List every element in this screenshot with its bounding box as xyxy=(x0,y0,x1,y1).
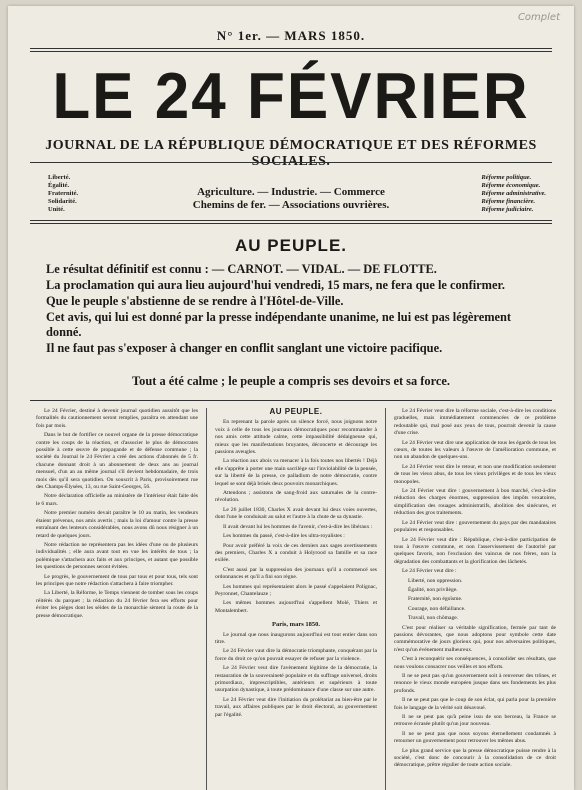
proclamation-line: Cet avis, qui lui est donné par la presse indépendante unanime, ne lui est pas légèrement donné. xyxy=(46,310,512,339)
paragraph: Le 26 juillet 1830, Charles X avait devant lui deux voies ouvertes, dont l'une le conduisait au salut et l'autre à la chute de sa dynastie. xyxy=(215,506,377,521)
paragraph: Notre déclaration officielle au ministère de l'intérieur était faite dès le 6 mars. xyxy=(36,493,198,507)
paragraph: Pour avoir préféré la voix de ces derniers aux sages avertissements des premiers, Charles X a conduit à Holyrood sa famille et sa race exilée. xyxy=(215,542,377,564)
paragraph: La réaction aux abois va menacer à la fois toutes nos libertés ! Déjà elle s'apprête à porter une main sacrilège sur l'inviolabilité de la pensée, sur la liberté de la presse, ce palladium de notre démocratie, contre lequel se sont déjà brisés deux pouvoirs monarchiques. xyxy=(215,458,377,487)
list-item: Égalité, non privilège. xyxy=(408,586,458,593)
paragraph: Le plus grand service que la presse démocratique puisse rendre à la société, c'est donc de concourir à la consolidation de ce droit démocratique, prêtre régulier de toute action sociale. xyxy=(394,747,556,769)
column-divider xyxy=(385,408,386,790)
paragraph: Le 24 Février, destiné à devenir journal quotidien aussitôt que les formalités du cautionnement seront remplies, paraîtra en attendant une fois par mois. xyxy=(36,408,198,429)
article-columns xyxy=(36,408,556,790)
motto-left-item: Liberté. xyxy=(48,174,71,181)
paragraph: C'est pour réaliser sa véritable signification, fermée par tant de passions dévorantes, que nous adoptons pour symbole cette date commémorative de jours glorieux qui, pour nos adversaires politiques, n'est qu'un événement malheureux. xyxy=(394,624,556,653)
list-item: Liberté, non oppression. xyxy=(408,577,463,584)
paragraph: Les mêmes hommes aujourd'hui s'appellent Molé, Thiers et Montalembert. xyxy=(215,600,377,614)
column-divider xyxy=(206,408,207,790)
motto-left-item: Fraternité. xyxy=(48,190,79,197)
paragraph: Le 24 Février veut dire : République, c'est-à-dire participation de tous à l'œuvre commune, et non l'asservissement de l'autorité par quelques favoris, non l'exclusion des vaincus de nos frères, non la dégradation des combattants et la glorification des lâchetés. xyxy=(394,536,556,565)
proclamation-line: Que le peuple s'abstienne de se rendre à l'Hôtel-de-Ville. xyxy=(46,294,344,308)
paragraph: Il ne se peut pas qu'un gouvernement soit à renverser des trônes, et renonce le vieux monde européen jusque dans ses fondements les plus profonds. xyxy=(394,673,556,694)
newspaper-page xyxy=(8,6,574,790)
column-3 xyxy=(394,408,556,790)
paragraph: Le 24 Février veut dire : xyxy=(402,568,457,575)
paragraph: Notre rédaction ne représentera pas les idées d'une ou de plusieurs individualités ; elle aura avant tout en vue les intérêts de tous ; la polémique s'attachera aux faits et aux principes, et autant que possible les questions de personnes seront évitées. xyxy=(36,541,198,571)
motto-right-item: Réforme politique. xyxy=(481,174,532,181)
column-2 xyxy=(215,408,377,790)
issue-line: N° 1er. — MARS 1850. xyxy=(216,28,366,43)
middle-line-1: Agriculture. — Industrie. — Commerce xyxy=(197,186,385,198)
subtitle: JOURNAL DE LA RÉPUBLIQUE DÉMOCRATIQUE ET DES RÉFORMES SOCIALES. xyxy=(45,138,537,169)
header-bottom-rule-2 xyxy=(30,223,552,224)
paragraph: Le journal que nous inaugurons aujourd'hui est tout entier dans son titre. xyxy=(215,631,377,645)
paragraph: Le progrès, le gouvernement de tous par tous et pour tous, tels sont les principes que notre rédaction s'attachera à faire triompher. xyxy=(36,573,198,587)
paragraph: Le 24 Février veut dire l'avènement légitime de la démocratie, la restauration de la souveraineté populaire et du suffrage universel, droits primordiaux, imprescriptibles, antérieurs et supérieurs à toute usurpation dynastique, à toute prédominance d'une classe sur une autre. xyxy=(215,665,377,694)
paragraph: Le 24 Février veut dire le retour, et non une modification seulement de tous les vieux abus, de tous les vieux privilèges et de tous les vieux monopoles. xyxy=(394,463,556,485)
motto-right-item: Réforme administrative. xyxy=(481,190,546,197)
proclamation-line: La proclamation qui aura lieu aujourd'hui vendredi, 15 mars, ne fera que le confirmer. xyxy=(46,278,505,292)
column-title: AU PEUPLE. xyxy=(269,408,323,416)
paragraph: Les hommes du passé, c'est-à-dire les ultra-royalistes : xyxy=(223,533,345,540)
closing-line: Tout a été calme ; le peuple a compris ses devoirs et sa force. xyxy=(132,374,450,388)
middle-line-2: Chemins de fer. — Associations ouvrières. xyxy=(192,199,390,211)
paragraph: En reprenant la parole après un silence forcé, nous joignons notre voix à celle de tous les journaux démocratiques pour recommander à nos amis cette attitude calme, cette impassibilité dédaigneuse qui, mieux que les manifestations bruyantes, déconcerte et décourage les passions aveugles. xyxy=(215,419,377,456)
motto-right-item: Réforme économique. xyxy=(481,182,541,189)
dateline: Paris, mars 1850. xyxy=(271,621,321,629)
paragraph: La Liberté, la Réforme, le Temps viennent de tomber sous les coups réitérés du parquet ; la rédaction du 24 février fera ses efforts pour éviter les pièges dont les séides de la monarchie sèment la route de la presse démocratique. xyxy=(36,590,198,619)
top-rule-2 xyxy=(30,51,552,52)
pencil-note: Complet xyxy=(517,12,560,23)
columns-rule xyxy=(30,400,552,401)
paragraph: Les hommes qui représentaient alors le passé s'appelaient Polignac, Peyronnet, Chantelauze ; xyxy=(215,583,377,597)
paragraph: Le 24 Février vaut dire la démocratie triomphante, conquérant par la force du droit ce qu'on pouvait essayer de refuser par la violence. xyxy=(215,648,377,662)
paragraph: Le 24 Février veut dire l'initiation du prolétariat au bien-être par le travail, aux affaires publiques par le droit électoral, au gouvernement par l'égalité. xyxy=(215,696,377,718)
headline: AU PEUPLE. xyxy=(234,236,348,255)
list-item: Courage, non défaillance. xyxy=(408,605,466,612)
proclamation-line: Le résultat définitif est connu : — CARNOT. — VIDAL. — DE FLOTTE. xyxy=(46,262,437,276)
motto-right xyxy=(481,174,546,214)
paragraph: Le 24 Février veut dire : gouvernement du pays par des mandataires populaires et responsables. xyxy=(394,519,556,534)
paragraph: Il ne se peut pas que le coup de son éclat, qui parla pour la première fois le langage de la vérité soit désavoué. xyxy=(394,697,556,711)
paragraph: Il avait devant lui les hommes de l'avenir, c'est-à-dire les libéraux : xyxy=(223,523,373,530)
motto-right-item: Réforme judiciaire. xyxy=(481,206,534,213)
top-rule xyxy=(30,48,552,49)
header-bottom-rule xyxy=(30,220,552,221)
paragraph: Il ne se peut pas que nous soyons éternellement condamnés à retourner un gouvernement pour retrouver les mêmes abus. xyxy=(394,730,556,745)
paragraph: Le 24 Février veut dire : gouvernement à bon marché, c'est-à-dire réduction des charges énormes, suppression des impôts vexatoires, simplification des rouages administratifs, abolition des sinécures, et réduction des gros traitements. xyxy=(394,488,556,517)
paragraph: Notre premier numéro devait paraître le 10 au matin, les vendeurs étaient prévenus, nos amis avertis ; mais la loi d'amour contre la presse entraînant des lenteurs considérables, nous avons dû nous résigner à un retard de quelques jours. xyxy=(36,510,198,539)
paragraph: Le 24 Février veut dire la réforme sociale, c'est-à-dire les conditions graduelles, mais immédiatement commencées de ce problème redoutable qui, mal posé aux yeux de tous, pourrait devenir la cause d'une crise. xyxy=(394,408,556,437)
paragraph: Attendons ; assistons de sang-froid aux saturnales de la contre-révolution. xyxy=(215,490,377,504)
paragraph: Il ne se peut pas qu'à peine issu de son berceau, la France se retrouve écrasée plutôt qu'un jour nouveau. xyxy=(394,714,556,728)
masthead: LE 24 FÉVRIER xyxy=(52,60,530,133)
motto-left-item: Égalité. xyxy=(48,182,70,189)
paragraph: C'est aussi par la suppression des journaux qu'il a commencé ses ordonnances et qu'il a fini son règne. xyxy=(215,566,377,581)
motto-right-item: Réforme financière. xyxy=(481,198,536,205)
motto-left-item: Unité. xyxy=(48,206,65,213)
motto-left-item: Solidarité. xyxy=(48,198,77,205)
list-item: Travail, non chômage. xyxy=(408,615,459,622)
list-item: Fraternité, non égoïsme. xyxy=(408,596,463,603)
proclamation xyxy=(46,262,546,357)
column-1 xyxy=(36,408,198,790)
paragraph: Dans le but de fortifier ce nouvel organe de la presse démocratique contre les coups de la réaction, et d'associer le plus de démocrates possible à cette œuvre de propagande et de défense commune ; la société du Journal le 24 Février a créé des actions d'abonnés de 5 fr. chacune donnant droit à un abonnement de deux ans au journal mensuel, d'un an au même journal s'il devient hebdomadaire, de trois mois dès qu'il sera quotidien. On souscrit à Paris, provisoirement rue des Champs-Élysées, 13, ou rue Saint-Georges, 56. xyxy=(36,432,198,491)
paragraph: C'est à reconquérir ses conséquences, à consolider ses résultats, que nous voulons consacrer nos veilles et nos efforts. xyxy=(394,656,556,670)
paragraph: Le 24 Février veut dire une application de tous les égards de tous les cœurs, de toutes les valeurs à l'œuvre de l'amélioration commune, et non un abandon de quelques-uns. xyxy=(394,439,556,461)
proclamation-line: Il ne faut pas s'exposer à changer en conflit sanglant une victoire pacifique. xyxy=(46,341,443,355)
mid-rule xyxy=(30,162,552,163)
